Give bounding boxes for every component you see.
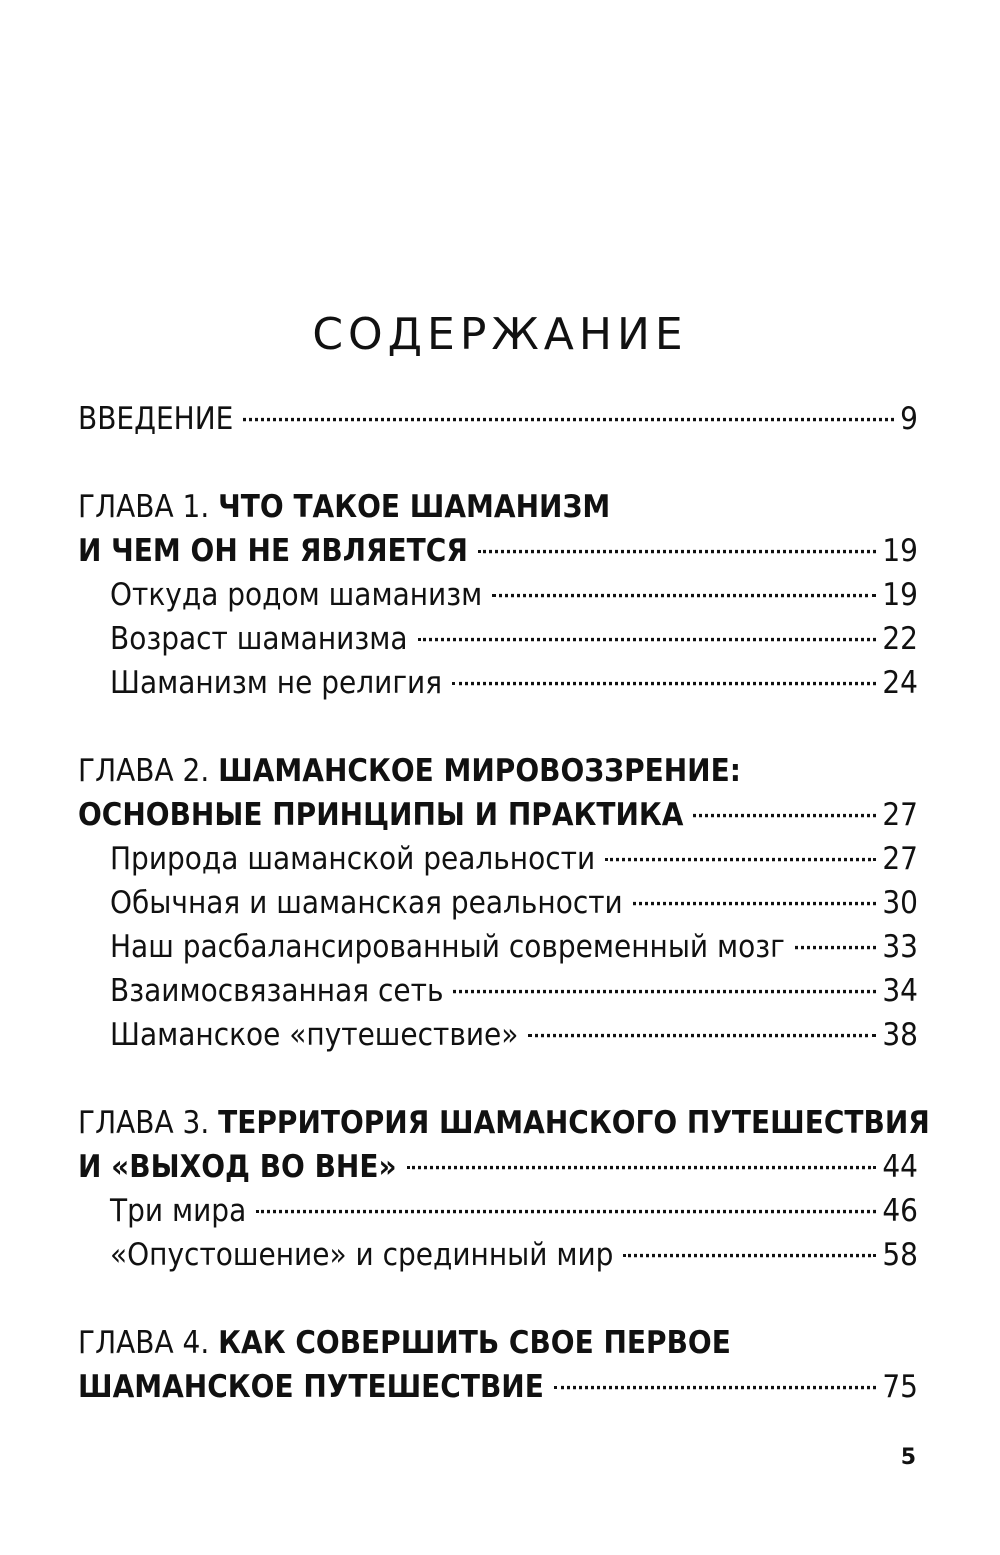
chapter-1-heading[interactable] — [78, 482, 918, 531]
dot-leader — [256, 1210, 876, 1213]
chapter-4-heading[interactable] — [78, 1318, 918, 1367]
toc-entry-page: 22 — [882, 619, 918, 657]
page-number: 5 — [900, 1445, 916, 1470]
table-of-contents — [78, 397, 930, 1409]
toc-entry-section[interactable] — [78, 878, 918, 927]
toc-entry-page: 30 — [882, 883, 918, 921]
toc-entry-page: 24 — [882, 663, 918, 701]
toc-entry-label: Наш расбалансированный современный мозг — [110, 927, 785, 965]
chapter-2-heading[interactable] — [78, 746, 918, 795]
dot-leader — [243, 418, 894, 421]
toc-entry-chapter-2[interactable] — [78, 790, 918, 839]
chapter-prefix: ГЛАВА 2. — [78, 751, 219, 789]
chapter-prefix: ГЛАВА 4. — [78, 1323, 219, 1361]
dot-leader — [528, 1034, 876, 1037]
toc-entry-introduction[interactable] — [78, 394, 918, 443]
toc-entry-page: 58 — [882, 1235, 918, 1273]
dot-leader — [407, 1166, 877, 1169]
dot-leader — [492, 594, 876, 597]
toc-entry-label: Три мира — [110, 1191, 247, 1229]
toc-entry-label: Шаманизм не религия — [110, 663, 443, 701]
toc-entry-section[interactable] — [78, 834, 918, 883]
toc-entry-section[interactable] — [78, 658, 918, 707]
dot-leader — [554, 1386, 877, 1389]
toc-entry-label: Шаманское «путешествие» — [110, 1015, 519, 1053]
toc-entry-page: 44 — [882, 1147, 918, 1185]
toc-entry-section[interactable] — [78, 922, 918, 971]
dot-leader — [478, 550, 876, 553]
toc-entry-chapter-1[interactable] — [78, 526, 918, 575]
dot-leader — [633, 902, 877, 905]
chapter-title-line2: ШАМАНСКОЕ ПУТЕШЕСТВИЕ — [78, 1367, 544, 1405]
page-title: СОДЕРЖАНИЕ — [312, 309, 688, 360]
toc-entry-section[interactable] — [78, 966, 918, 1015]
toc-entry-label: Взаимосвязанная сеть — [110, 971, 444, 1009]
toc-entry-label: Возраст шаманизма — [110, 619, 408, 657]
toc-entry-section[interactable] — [78, 1010, 918, 1059]
toc-entry-page: 46 — [882, 1191, 918, 1229]
chapter-3-heading[interactable] — [78, 1098, 930, 1147]
toc-entry-section[interactable] — [78, 1230, 918, 1279]
chapter-title-line1: ЧТО ТАКОЕ ШАМАНИЗМ — [218, 487, 611, 525]
chapter-title-line2: ОСНОВНЫЕ ПРИНЦИПЫ И ПРАКТИКА — [78, 795, 684, 833]
toc-entry-page: 27 — [882, 839, 918, 877]
dot-leader — [623, 1254, 876, 1257]
dot-leader — [453, 990, 876, 993]
dot-leader — [452, 682, 876, 685]
chapter-title-line1: КАК СОВЕРШИТЬ СВОЕ ПЕРВОЕ — [218, 1323, 731, 1361]
toc-entry-page: 9 — [900, 399, 918, 437]
toc-entry-page: 19 — [882, 531, 918, 569]
toc-entry-page: 27 — [882, 795, 918, 833]
toc-entry-chapter-3[interactable] — [78, 1142, 918, 1191]
chapter-title-line2: И ЧЕМ ОН НЕ ЯВЛЯЕТСЯ — [78, 531, 468, 569]
toc-entry-page: 19 — [882, 575, 918, 613]
toc-entry-page: 33 — [882, 927, 918, 965]
toc-entry-page: 75 — [882, 1367, 918, 1405]
toc-entry-section[interactable] — [78, 1186, 918, 1235]
toc-entry-label: Природа шаманской реальности — [110, 839, 596, 877]
dot-leader — [795, 946, 876, 949]
toc-entry-page: 38 — [882, 1015, 918, 1053]
dot-leader — [693, 814, 876, 817]
toc-entry-label: Обычная и шаманская реальности — [110, 883, 623, 921]
toc-entry-section[interactable] — [78, 570, 918, 619]
dot-leader — [605, 858, 876, 861]
toc-entry-label: Откуда родом шаманизм — [110, 575, 483, 613]
toc-entry-label: ВВЕДЕНИЕ — [78, 399, 234, 437]
chapter-title-line1: ШАМАНСКОЕ МИРОВОЗЗРЕНИЕ: — [218, 751, 741, 789]
toc-entry-label: «Опустошение» и срединный мир — [110, 1235, 614, 1273]
chapter-prefix: ГЛАВА 3. — [78, 1103, 219, 1141]
toc-entry-page: 34 — [882, 971, 918, 1009]
chapter-title-line1: ТЕРРИТОРИЯ ШАМАНСКОГО ПУТЕШЕСТВИЯ — [218, 1103, 930, 1141]
chapter-title-line2: И «ВЫХОД ВО ВНЕ» — [78, 1147, 397, 1185]
dot-leader — [418, 638, 877, 641]
toc-entry-section[interactable] — [78, 614, 918, 663]
chapter-prefix: ГЛАВА 1. — [78, 487, 219, 525]
toc-entry-chapter-4[interactable] — [78, 1362, 918, 1411]
